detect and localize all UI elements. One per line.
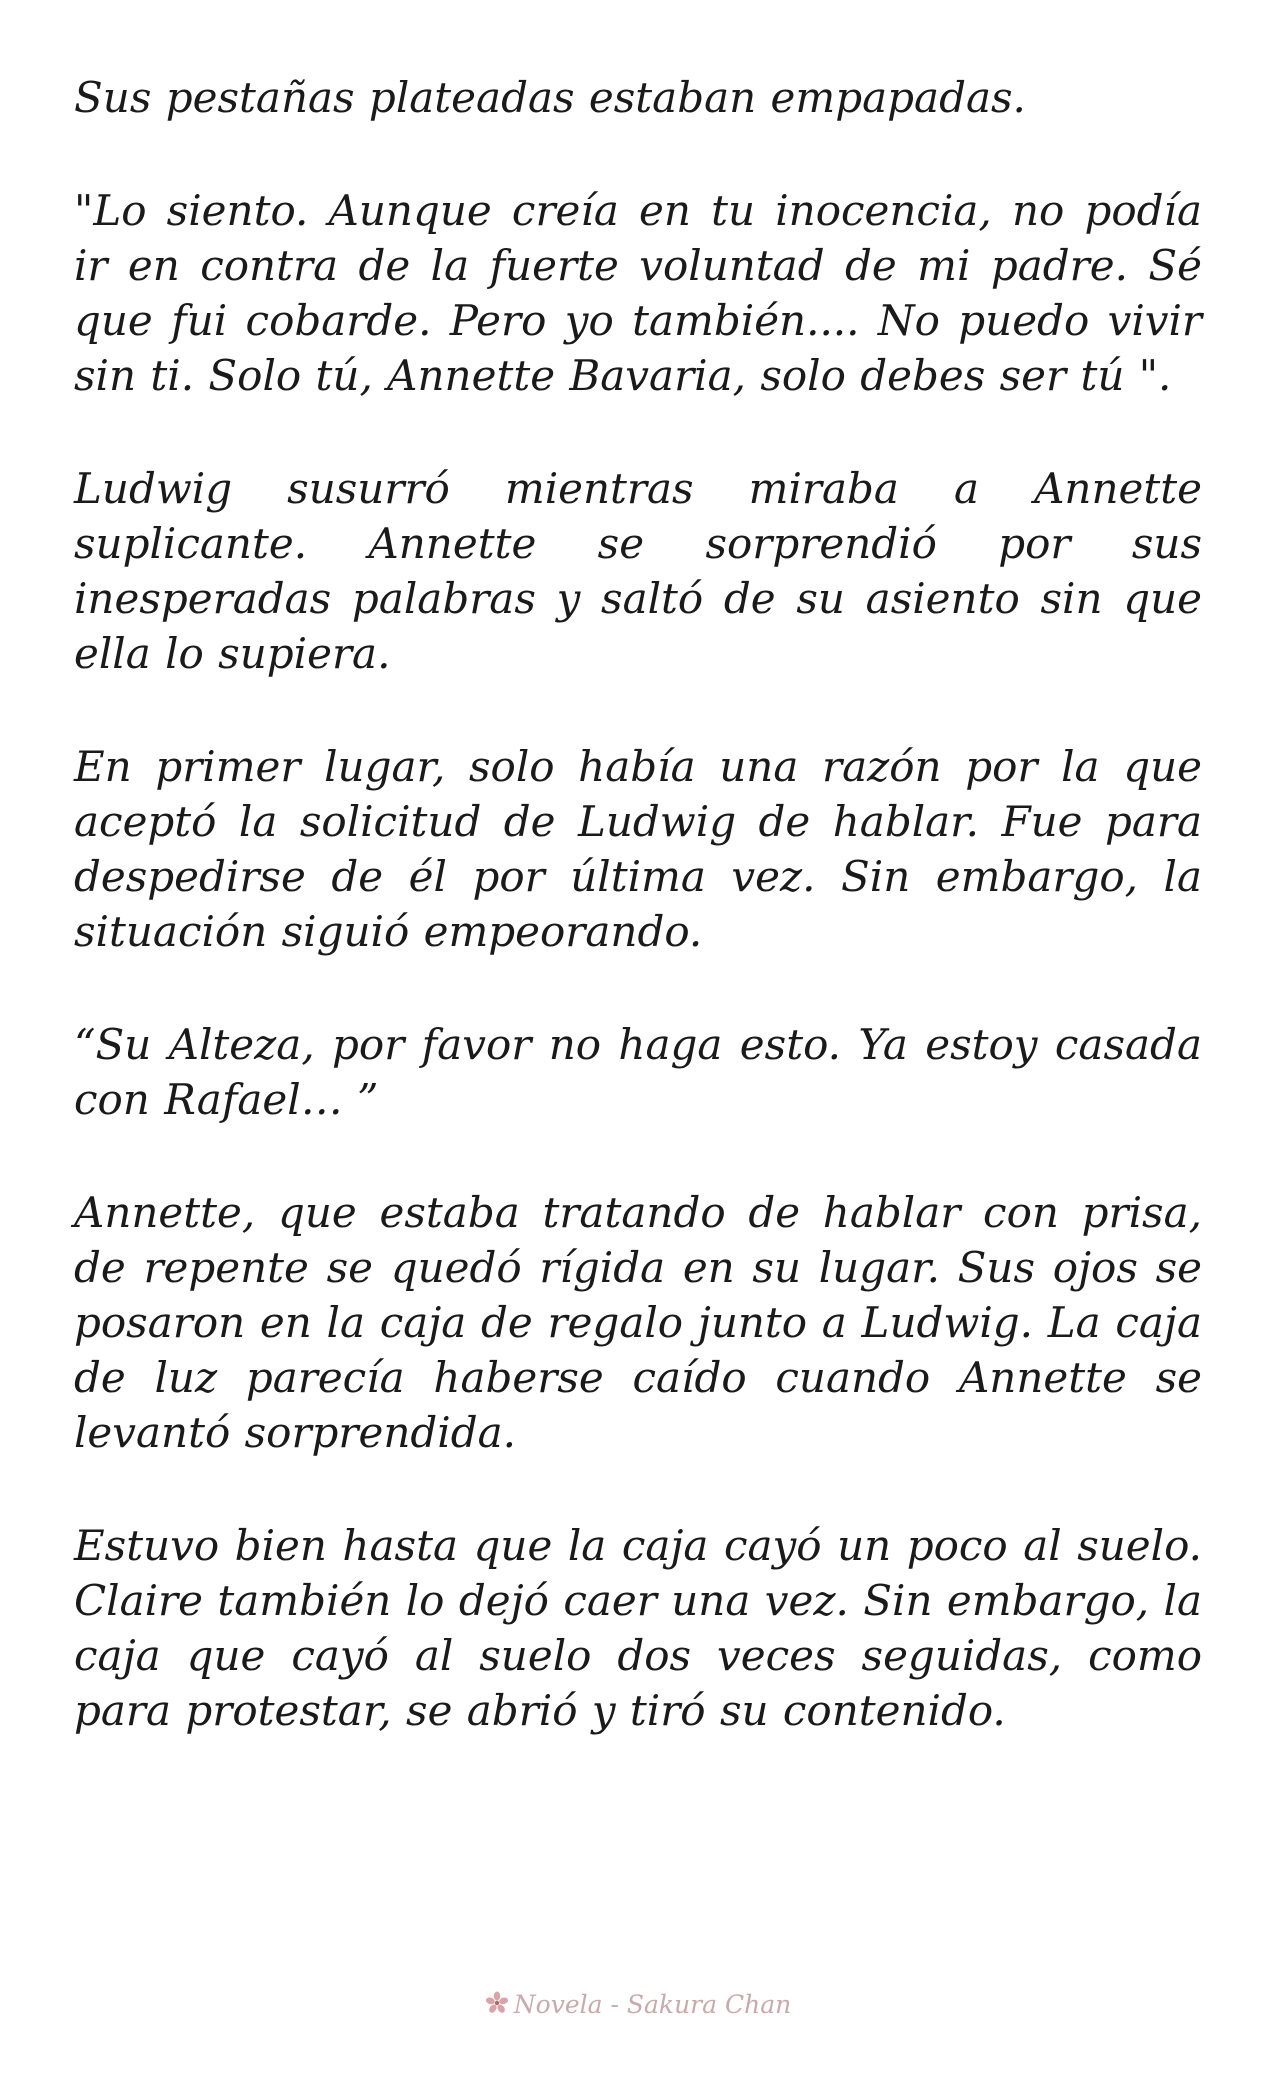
watermark-text: Novela - Sakura Chan xyxy=(513,1990,792,2019)
sakura-flower-icon xyxy=(484,1990,510,2016)
document-body xyxy=(74,70,1202,1738)
paragraph-2: "Lo siento. Aunque creía en tu inocencia, no podía ir en contra de la fuerte voluntad de mi padre. Sé que fui cobarde. Pero yo también.... No puedo vivir sin ti. Solo tú, Annette Bavaria, solo debes ser tú ". xyxy=(74,186,1202,400)
paragraph-3: Ludwig susurró mientras miraba a Annette suplicante. Annette se sorprendió por sus inesperadas palabras y saltó de su asiento sin que ella lo supiera. xyxy=(74,464,1202,678)
watermark xyxy=(0,1990,1275,2020)
paragraph-7: Estuvo bien hasta que la caja cayó un poco al suelo. Claire también lo dejó caer una vez. Sin embargo, la caja que cayó al suelo dos veces seguidas, como para protestar, se abrió y tiró su contenido. xyxy=(74,1521,1202,1735)
paragraph-4: En primer lugar, solo había una razón por la que aceptó la solicitud de Ludwig de hablar. Fue para despedirse de él por última vez. Sin embargo, la situación siguió empeorando. xyxy=(74,742,1202,956)
paragraph-5: “Su Alteza, por favor no haga esto. Ya estoy casada con Rafael… ” xyxy=(74,1020,1202,1124)
paragraph-1: Sus pestañas plateadas estaban empapadas. xyxy=(74,73,1026,122)
paragraph-6: Annette, que estaba tratando de hablar con prisa, de repente se quedó rígida en su lugar. Sus ojos se posaron en la caja de regalo junto a Ludwig. La caja de luz parecía haberse caído cuando Annette se levantó sorprendida. xyxy=(74,1188,1202,1457)
